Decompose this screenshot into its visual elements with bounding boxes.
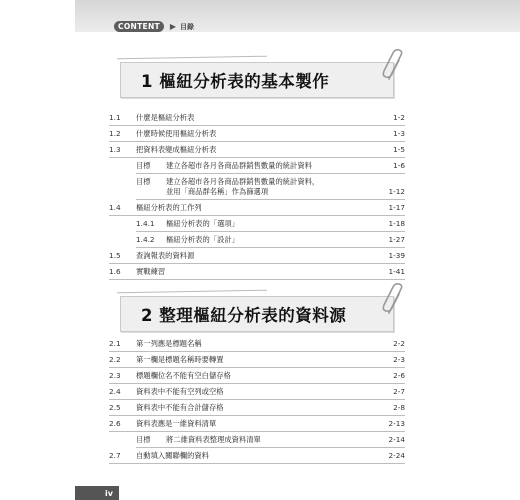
chapter-2-title: 2 整理樞紐分析表的資料源	[141, 306, 347, 325]
section-number: 2.4	[109, 386, 121, 396]
chapter-1-toc	[109, 110, 405, 280]
section-number: 1.4.2	[136, 234, 155, 244]
page-number: 1-18	[388, 218, 405, 228]
toc-row[interactable]	[109, 264, 405, 280]
toc-subtitle: 目錄	[180, 22, 194, 31]
toc-row[interactable]	[109, 384, 405, 400]
toc-row[interactable]	[109, 200, 405, 216]
chapter-2-banner	[120, 296, 394, 332]
toc-row[interactable]	[109, 110, 405, 126]
section-title: 什麼時候使用樞紐分析表	[136, 128, 217, 138]
page-number: 1-12	[388, 186, 405, 196]
section-number: 1.6	[109, 266, 121, 276]
section-number: 1.3	[109, 144, 121, 154]
section-title: 第一列應是標題名稱	[136, 338, 202, 348]
section-number: 1.2	[109, 128, 121, 138]
page-number: 2-2	[393, 338, 405, 348]
page-number: 2-6	[393, 370, 405, 380]
paperclip-icon	[381, 49, 407, 83]
section-title-line: 建立各超市各月各商品群銷售數量的統計資料，	[166, 176, 320, 186]
section-number: 2.5	[109, 402, 121, 412]
toc-row[interactable]	[136, 174, 405, 200]
page-number: 1-3	[393, 128, 405, 138]
section-number: 1.5	[109, 250, 121, 260]
page-number: 1-39	[388, 250, 405, 260]
goal-label: 目標	[136, 434, 151, 444]
page-number: 1-6	[393, 160, 405, 170]
page-number: 2-24	[388, 450, 405, 460]
section-title: 標題欄位名不能有空白儲存格	[136, 370, 231, 380]
page-number: 1-5	[393, 144, 405, 154]
arrow-right-icon: ▶	[169, 22, 177, 31]
toc-row[interactable]	[109, 336, 405, 352]
section-title: 把資料表變成樞紐分析表	[136, 144, 217, 154]
page-number: 2-3	[393, 354, 405, 364]
toc-row[interactable]	[136, 432, 405, 448]
toc-row[interactable]	[109, 368, 405, 384]
section-number: 1.4.1	[136, 218, 155, 228]
chapter-2-toc	[109, 336, 405, 464]
goal-label: 目標	[136, 160, 151, 170]
page-number: 1-41	[388, 266, 405, 276]
section-title: 資料表中不能有合計儲存格	[136, 402, 224, 412]
toc-row[interactable]	[109, 352, 405, 368]
section-title: 資料表中不能有空列或空格	[136, 386, 224, 396]
toc-row[interactable]	[109, 400, 405, 416]
page-number-tab: iv	[75, 486, 119, 500]
toc-row[interactable]	[109, 248, 405, 264]
section-title: 資料表應是一維資料清單	[136, 418, 217, 428]
toc-row[interactable]	[136, 158, 405, 174]
toc-row[interactable]	[136, 216, 405, 232]
section-number: 2.1	[109, 338, 121, 348]
section-title: 將二維資料表整理成資料清單	[166, 434, 261, 444]
paperclip-icon	[381, 283, 407, 317]
section-title-line: 並用「商品群名稱」作為篩選項	[166, 186, 269, 196]
section-title: 建立各超市各月各商品群銷售數量的統計資料	[166, 160, 312, 170]
page-number: 2-13	[388, 418, 405, 428]
section-title: 查詢報表的資料源	[136, 250, 195, 260]
section-title: 樞紐分析表的「設計」	[166, 234, 239, 244]
content-badge: CONTENT	[114, 21, 164, 32]
toc-row[interactable]	[109, 142, 405, 158]
page-number: 2-7	[393, 386, 405, 396]
chapter-1-banner	[120, 62, 394, 98]
page-number: 2-8	[393, 402, 405, 412]
section-number: 2.3	[109, 370, 121, 380]
section-title: 實戰練習	[136, 266, 166, 276]
section-title: 樞紐分析表的工作列	[136, 202, 202, 212]
section-number: 2.2	[109, 354, 121, 364]
page-number: 2-14	[388, 434, 405, 444]
section-title: 樞紐分析表的「選項」	[166, 218, 239, 228]
toc-row[interactable]	[136, 232, 405, 248]
page-number: 1-17	[388, 202, 405, 212]
chapter-1-title: 1 樞紐分析表的基本製作	[141, 72, 330, 91]
toc-row[interactable]	[109, 448, 405, 464]
section-title	[166, 177, 375, 197]
section-number: 2.6	[109, 418, 121, 428]
section-title: 自動填入關聯欄的資料	[136, 450, 209, 460]
page-number: 1-27	[388, 234, 405, 244]
toc-row[interactable]	[109, 416, 405, 432]
toc-row[interactable]	[109, 126, 405, 142]
section-title: 第一欄是標題名稱時要轉置	[136, 354, 224, 364]
page-number: 1-2	[393, 112, 405, 122]
section-number: 2.7	[109, 450, 121, 460]
goal-label: 目標	[136, 176, 151, 186]
section-title: 什麼是樞紐分析表	[136, 112, 195, 122]
section-number: 1.1	[109, 112, 121, 122]
section-number: 1.4	[109, 202, 121, 212]
